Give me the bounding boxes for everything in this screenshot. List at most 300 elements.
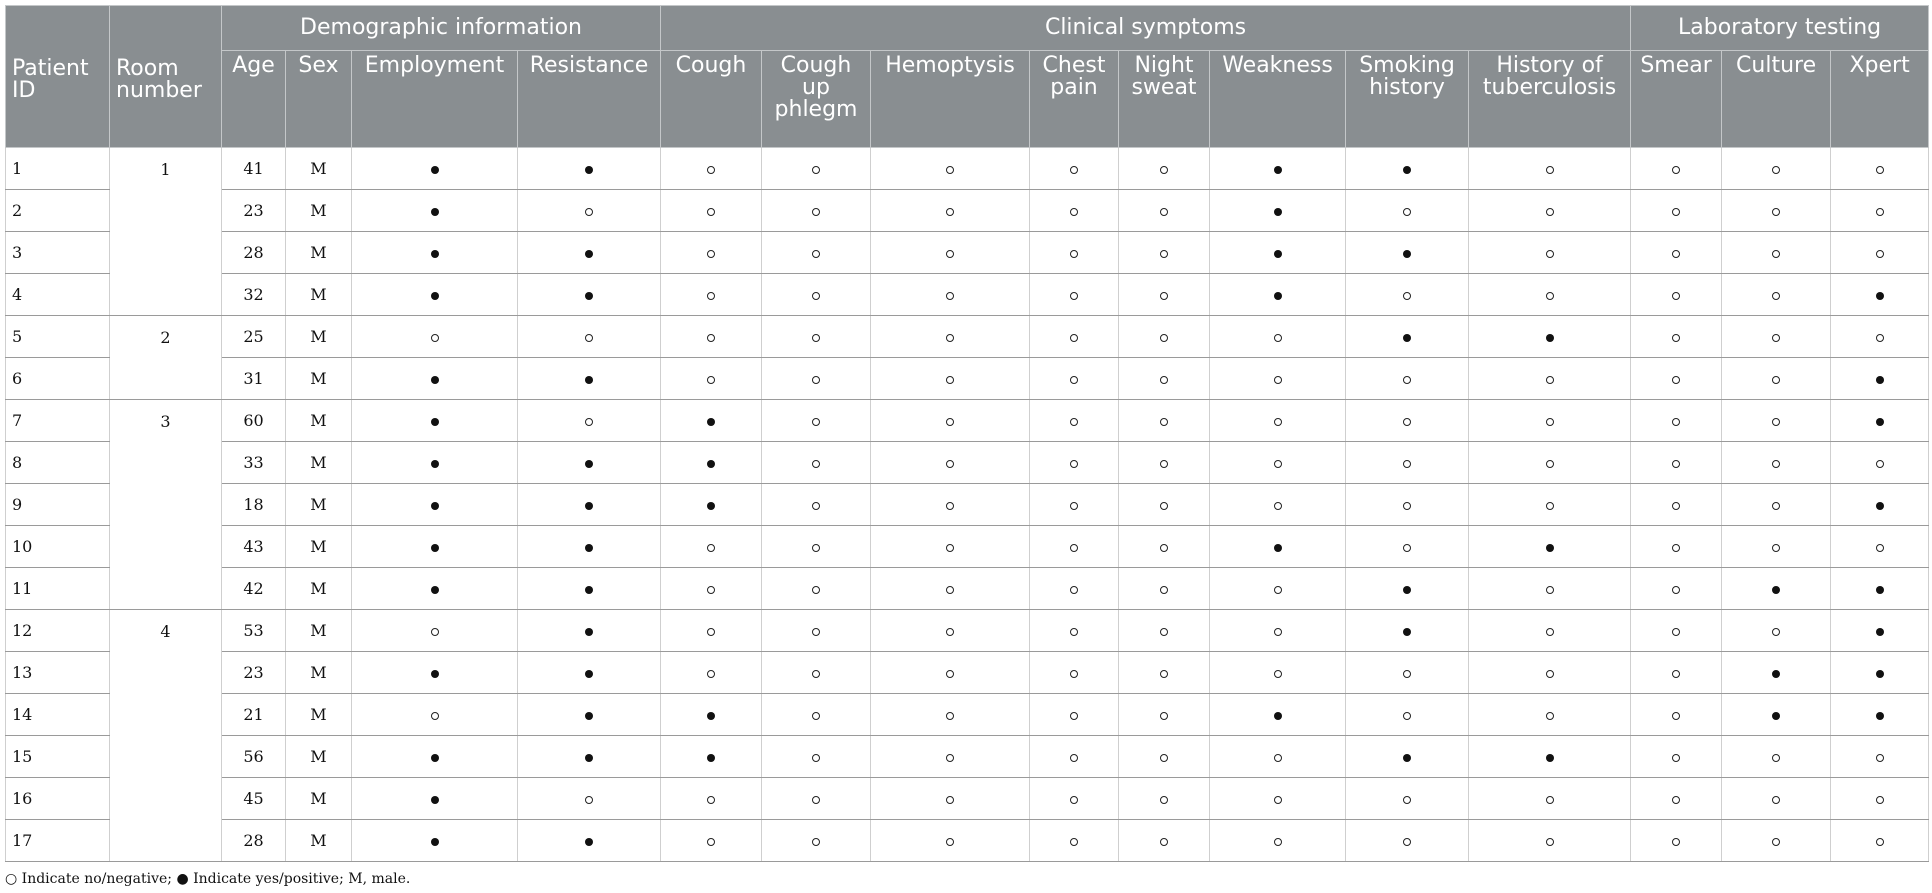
hollow-dot-icon bbox=[1274, 628, 1282, 636]
header-night-sweat: Night sweat bbox=[1119, 51, 1210, 148]
smoking-history-cell bbox=[1346, 316, 1469, 358]
cough-up-phlegm-cell bbox=[762, 274, 871, 316]
filled-dot-icon bbox=[707, 754, 715, 762]
filled-dot-icon bbox=[1876, 628, 1884, 636]
cough-cell bbox=[661, 652, 762, 694]
hollow-dot-icon bbox=[1672, 208, 1680, 216]
hollow-dot-icon bbox=[707, 838, 715, 846]
hollow-dot-icon bbox=[1274, 376, 1282, 384]
hollow-dot-icon bbox=[812, 418, 820, 426]
filled-dot-icon bbox=[431, 502, 439, 510]
age-cell: 23 bbox=[222, 652, 286, 694]
table-row bbox=[6, 400, 1929, 442]
hollow-dot-icon bbox=[1160, 544, 1168, 552]
hollow-dot-icon bbox=[1070, 670, 1078, 678]
filled-dot-icon bbox=[1772, 586, 1780, 594]
hollow-dot-icon bbox=[1403, 796, 1411, 804]
night-sweat-cell bbox=[1119, 442, 1210, 484]
history-of-tuberculosis-cell bbox=[1469, 652, 1631, 694]
sex-cell: M bbox=[286, 736, 352, 778]
cough-up-phlegm-cell bbox=[762, 736, 871, 778]
weakness-cell bbox=[1210, 148, 1346, 190]
header-employment: Employment bbox=[352, 51, 518, 148]
hollow-dot-icon bbox=[946, 502, 954, 510]
patient-id-cell: 13 bbox=[6, 652, 110, 694]
hollow-dot-icon bbox=[1772, 754, 1780, 762]
smoking-history-cell bbox=[1346, 484, 1469, 526]
employment-cell bbox=[352, 232, 518, 274]
hollow-dot-icon bbox=[1772, 166, 1780, 174]
hollow-dot-icon bbox=[812, 586, 820, 594]
smear-cell bbox=[1631, 736, 1722, 778]
hollow-dot-icon bbox=[946, 460, 954, 468]
culture-cell bbox=[1722, 694, 1831, 736]
patient-id-cell: 12 bbox=[6, 610, 110, 652]
resistance-cell bbox=[518, 274, 661, 316]
hollow-dot-icon bbox=[1672, 166, 1680, 174]
hollow-dot-icon bbox=[812, 292, 820, 300]
table-row bbox=[6, 442, 1929, 484]
hollow-dot-icon bbox=[1546, 586, 1554, 594]
filled-dot-icon bbox=[431, 376, 439, 384]
smear-cell bbox=[1631, 316, 1722, 358]
hollow-dot-icon bbox=[1070, 544, 1078, 552]
weakness-cell bbox=[1210, 232, 1346, 274]
hollow-dot-icon bbox=[585, 334, 593, 342]
hollow-dot-icon bbox=[1546, 460, 1554, 468]
hollow-dot-icon bbox=[946, 334, 954, 342]
xpert-cell bbox=[1831, 232, 1929, 274]
xpert-cell bbox=[1831, 358, 1929, 400]
hollow-dot-icon bbox=[1772, 628, 1780, 636]
employment-cell bbox=[352, 190, 518, 232]
weakness-cell bbox=[1210, 484, 1346, 526]
room-number-cell: 4 bbox=[110, 610, 222, 862]
resistance-cell bbox=[518, 484, 661, 526]
filled-dot-icon bbox=[431, 208, 439, 216]
smear-cell bbox=[1631, 652, 1722, 694]
smoking-history-cell bbox=[1346, 442, 1469, 484]
patient-table-container bbox=[5, 5, 1928, 862]
hollow-dot-icon bbox=[1160, 250, 1168, 258]
hollow-dot-icon bbox=[1274, 754, 1282, 762]
hollow-dot-icon bbox=[1403, 502, 1411, 510]
night-sweat-cell bbox=[1119, 358, 1210, 400]
hollow-dot-icon bbox=[1160, 586, 1168, 594]
weakness-cell bbox=[1210, 694, 1346, 736]
age-cell: 32 bbox=[222, 274, 286, 316]
chest-pain-cell bbox=[1030, 694, 1119, 736]
night-sweat-cell bbox=[1119, 526, 1210, 568]
resistance-cell bbox=[518, 820, 661, 862]
age-cell: 23 bbox=[222, 190, 286, 232]
culture-cell bbox=[1722, 736, 1831, 778]
table-row bbox=[6, 778, 1929, 820]
cough-up-phlegm-cell bbox=[762, 820, 871, 862]
weakness-cell bbox=[1210, 820, 1346, 862]
smoking-history-cell bbox=[1346, 526, 1469, 568]
night-sweat-cell bbox=[1119, 610, 1210, 652]
employment-cell bbox=[352, 526, 518, 568]
filled-dot-icon bbox=[1403, 754, 1411, 762]
patient-id-cell: 11 bbox=[6, 568, 110, 610]
xpert-cell bbox=[1831, 442, 1929, 484]
table-row bbox=[6, 148, 1929, 190]
resistance-cell bbox=[518, 232, 661, 274]
patient-id-cell: 16 bbox=[6, 778, 110, 820]
chest-pain-cell bbox=[1030, 232, 1119, 274]
resistance-cell bbox=[518, 148, 661, 190]
smoking-history-cell bbox=[1346, 400, 1469, 442]
filled-dot-icon bbox=[431, 670, 439, 678]
weakness-cell bbox=[1210, 190, 1346, 232]
hollow-dot-icon bbox=[1672, 460, 1680, 468]
weakness-cell bbox=[1210, 568, 1346, 610]
history-of-tuberculosis-cell bbox=[1469, 442, 1631, 484]
culture-cell bbox=[1722, 148, 1831, 190]
header-smoking-history: Smoking history bbox=[1346, 51, 1469, 148]
cough-cell bbox=[661, 820, 762, 862]
employment-cell bbox=[352, 820, 518, 862]
hollow-dot-icon bbox=[1876, 460, 1884, 468]
hollow-dot-icon bbox=[1070, 712, 1078, 720]
weakness-cell bbox=[1210, 358, 1346, 400]
header-history-of-tuberculosis: History of tuberculosis bbox=[1469, 51, 1631, 148]
hollow-dot-icon bbox=[812, 502, 820, 510]
culture-cell bbox=[1722, 526, 1831, 568]
weakness-cell bbox=[1210, 736, 1346, 778]
hollow-dot-icon bbox=[1070, 796, 1078, 804]
smoking-history-cell bbox=[1346, 190, 1469, 232]
table-body bbox=[6, 148, 1929, 862]
hollow-dot-icon bbox=[707, 376, 715, 384]
chest-pain-cell bbox=[1030, 400, 1119, 442]
resistance-cell bbox=[518, 442, 661, 484]
room-number-cell: 1 bbox=[110, 148, 222, 316]
chest-pain-cell bbox=[1030, 736, 1119, 778]
table-row bbox=[6, 358, 1929, 400]
hollow-dot-icon bbox=[707, 670, 715, 678]
smoking-history-cell bbox=[1346, 232, 1469, 274]
header-cough: Cough bbox=[661, 51, 762, 148]
culture-cell bbox=[1722, 778, 1831, 820]
employment-cell bbox=[352, 442, 518, 484]
sex-cell: M bbox=[286, 232, 352, 274]
night-sweat-cell bbox=[1119, 694, 1210, 736]
header-xpert: Xpert bbox=[1831, 51, 1929, 148]
hollow-dot-icon bbox=[1772, 838, 1780, 846]
filled-dot-icon bbox=[585, 838, 593, 846]
age-cell: 33 bbox=[222, 442, 286, 484]
cough-up-phlegm-cell bbox=[762, 568, 871, 610]
filled-dot-icon bbox=[1546, 334, 1554, 342]
weakness-cell bbox=[1210, 442, 1346, 484]
age-cell: 28 bbox=[222, 820, 286, 862]
night-sweat-cell bbox=[1119, 400, 1210, 442]
chest-pain-cell bbox=[1030, 526, 1119, 568]
filled-dot-icon bbox=[1274, 250, 1282, 258]
sex-cell: M bbox=[286, 820, 352, 862]
sex-cell: M bbox=[286, 274, 352, 316]
hollow-dot-icon bbox=[1772, 796, 1780, 804]
weakness-cell bbox=[1210, 778, 1346, 820]
hollow-dot-icon bbox=[1403, 292, 1411, 300]
hollow-dot-icon bbox=[946, 628, 954, 636]
hollow-dot-icon bbox=[1070, 586, 1078, 594]
room-number-cell: 3 bbox=[110, 400, 222, 610]
cough-cell bbox=[661, 442, 762, 484]
culture-cell bbox=[1722, 652, 1831, 694]
hollow-dot-icon bbox=[1403, 460, 1411, 468]
header-chest-pain: Chest pain bbox=[1030, 51, 1119, 148]
filled-dot-icon bbox=[1274, 292, 1282, 300]
table-row bbox=[6, 190, 1929, 232]
xpert-cell bbox=[1831, 190, 1929, 232]
filled-dot-icon bbox=[585, 376, 593, 384]
hemoptysis-cell bbox=[871, 526, 1030, 568]
table-row bbox=[6, 526, 1929, 568]
hollow-dot-icon bbox=[707, 166, 715, 174]
history-of-tuberculosis-cell bbox=[1469, 568, 1631, 610]
patient-id-cell: 1 bbox=[6, 148, 110, 190]
hollow-dot-icon bbox=[1160, 712, 1168, 720]
hollow-dot-icon bbox=[1672, 376, 1680, 384]
hollow-dot-icon bbox=[1876, 250, 1884, 258]
patient-id-cell: 4 bbox=[6, 274, 110, 316]
hollow-dot-icon bbox=[1876, 334, 1884, 342]
culture-cell bbox=[1722, 442, 1831, 484]
night-sweat-cell bbox=[1119, 736, 1210, 778]
hollow-dot-icon bbox=[1403, 418, 1411, 426]
filled-dot-icon bbox=[1546, 544, 1554, 552]
culture-cell bbox=[1722, 274, 1831, 316]
hollow-dot-icon bbox=[1546, 418, 1554, 426]
chest-pain-cell bbox=[1030, 442, 1119, 484]
hemoptysis-cell bbox=[871, 232, 1030, 274]
cough-up-phlegm-cell bbox=[762, 484, 871, 526]
hollow-dot-icon bbox=[1876, 544, 1884, 552]
filled-dot-icon bbox=[1403, 628, 1411, 636]
hollow-dot-icon bbox=[946, 292, 954, 300]
culture-cell bbox=[1722, 568, 1831, 610]
hemoptysis-cell bbox=[871, 148, 1030, 190]
smear-cell bbox=[1631, 190, 1722, 232]
hollow-dot-icon bbox=[1160, 838, 1168, 846]
employment-cell bbox=[352, 610, 518, 652]
filled-dot-icon bbox=[1876, 292, 1884, 300]
cough-cell bbox=[661, 736, 762, 778]
history-of-tuberculosis-cell bbox=[1469, 778, 1631, 820]
sex-cell: M bbox=[286, 652, 352, 694]
hollow-dot-icon bbox=[1546, 166, 1554, 174]
chest-pain-cell bbox=[1030, 484, 1119, 526]
hollow-dot-icon bbox=[1672, 544, 1680, 552]
filled-dot-icon bbox=[431, 838, 439, 846]
hollow-dot-icon bbox=[946, 838, 954, 846]
patient-id-cell: 8 bbox=[6, 442, 110, 484]
history-of-tuberculosis-cell bbox=[1469, 736, 1631, 778]
employment-cell bbox=[352, 694, 518, 736]
resistance-cell bbox=[518, 778, 661, 820]
xpert-cell bbox=[1831, 610, 1929, 652]
filled-dot-icon bbox=[1876, 712, 1884, 720]
hemoptysis-cell bbox=[871, 736, 1030, 778]
history-of-tuberculosis-cell bbox=[1469, 694, 1631, 736]
hollow-dot-icon bbox=[1546, 376, 1554, 384]
header-cough-up-phlegm: Cough up phlegm bbox=[762, 51, 871, 148]
patient-id-cell: 17 bbox=[6, 820, 110, 862]
sex-cell: M bbox=[286, 148, 352, 190]
hollow-dot-icon bbox=[1160, 334, 1168, 342]
hollow-dot-icon bbox=[1672, 754, 1680, 762]
filled-dot-icon bbox=[1876, 586, 1884, 594]
history-of-tuberculosis-cell bbox=[1469, 232, 1631, 274]
hollow-dot-icon bbox=[1546, 712, 1554, 720]
cough-up-phlegm-cell bbox=[762, 778, 871, 820]
hollow-dot-icon bbox=[1546, 292, 1554, 300]
hollow-dot-icon bbox=[1672, 670, 1680, 678]
smoking-history-cell bbox=[1346, 778, 1469, 820]
smear-cell bbox=[1631, 442, 1722, 484]
xpert-cell bbox=[1831, 148, 1929, 190]
weakness-cell bbox=[1210, 610, 1346, 652]
hollow-dot-icon bbox=[946, 376, 954, 384]
age-cell: 21 bbox=[222, 694, 286, 736]
smoking-history-cell bbox=[1346, 820, 1469, 862]
cough-up-phlegm-cell bbox=[762, 694, 871, 736]
hollow-dot-icon bbox=[707, 208, 715, 216]
age-cell: 41 bbox=[222, 148, 286, 190]
hollow-dot-icon bbox=[812, 712, 820, 720]
patient-id-cell: 2 bbox=[6, 190, 110, 232]
hemoptysis-cell bbox=[871, 820, 1030, 862]
cough-cell bbox=[661, 484, 762, 526]
employment-cell bbox=[352, 778, 518, 820]
night-sweat-cell bbox=[1119, 778, 1210, 820]
table-footnote: ○ Indicate no/negative; ● Indicate yes/positive; M, male. bbox=[5, 871, 411, 887]
hollow-dot-icon bbox=[1070, 208, 1078, 216]
history-of-tuberculosis-cell bbox=[1469, 358, 1631, 400]
age-cell: 45 bbox=[222, 778, 286, 820]
patient-id-cell: 5 bbox=[6, 316, 110, 358]
xpert-cell bbox=[1831, 484, 1929, 526]
filled-dot-icon bbox=[431, 754, 439, 762]
hollow-dot-icon bbox=[1672, 838, 1680, 846]
hollow-dot-icon bbox=[1672, 250, 1680, 258]
table-row bbox=[6, 316, 1929, 358]
hollow-dot-icon bbox=[946, 250, 954, 258]
hollow-dot-icon bbox=[1403, 670, 1411, 678]
chest-pain-cell bbox=[1030, 190, 1119, 232]
smoking-history-cell bbox=[1346, 736, 1469, 778]
filled-dot-icon bbox=[585, 754, 593, 762]
culture-cell bbox=[1722, 820, 1831, 862]
hollow-dot-icon bbox=[1070, 166, 1078, 174]
night-sweat-cell bbox=[1119, 232, 1210, 274]
history-of-tuberculosis-cell bbox=[1469, 274, 1631, 316]
hollow-dot-icon bbox=[1274, 586, 1282, 594]
hemoptysis-cell bbox=[871, 652, 1030, 694]
cough-cell bbox=[661, 274, 762, 316]
hollow-dot-icon bbox=[1672, 292, 1680, 300]
hollow-dot-icon bbox=[1546, 670, 1554, 678]
resistance-cell bbox=[518, 358, 661, 400]
hollow-dot-icon bbox=[1160, 754, 1168, 762]
xpert-cell bbox=[1831, 274, 1929, 316]
filled-dot-icon bbox=[1403, 250, 1411, 258]
resistance-cell bbox=[518, 316, 661, 358]
hemoptysis-cell bbox=[871, 442, 1030, 484]
xpert-cell bbox=[1831, 736, 1929, 778]
sex-cell: M bbox=[286, 568, 352, 610]
filled-dot-icon bbox=[707, 712, 715, 720]
culture-cell bbox=[1722, 400, 1831, 442]
sex-cell: M bbox=[286, 400, 352, 442]
chest-pain-cell bbox=[1030, 316, 1119, 358]
filled-dot-icon bbox=[431, 292, 439, 300]
hollow-dot-icon bbox=[1274, 670, 1282, 678]
hollow-dot-icon bbox=[812, 670, 820, 678]
weakness-cell bbox=[1210, 652, 1346, 694]
header-smear: Smear bbox=[1631, 51, 1722, 148]
hollow-dot-icon bbox=[1274, 838, 1282, 846]
filled-dot-icon bbox=[431, 418, 439, 426]
hemoptysis-cell bbox=[871, 778, 1030, 820]
filled-dot-icon bbox=[585, 628, 593, 636]
room-number-cell: 2 bbox=[110, 316, 222, 400]
xpert-cell bbox=[1831, 526, 1929, 568]
cough-up-phlegm-cell bbox=[762, 652, 871, 694]
hollow-dot-icon bbox=[1772, 376, 1780, 384]
hollow-dot-icon bbox=[707, 292, 715, 300]
hollow-dot-icon bbox=[1772, 208, 1780, 216]
hollow-dot-icon bbox=[1274, 418, 1282, 426]
table-row bbox=[6, 610, 1929, 652]
header-group-laboratory: Laboratory testing bbox=[1631, 6, 1929, 51]
header-group-clinical: Clinical symptoms bbox=[661, 6, 1631, 51]
hollow-dot-icon bbox=[1070, 418, 1078, 426]
hollow-dot-icon bbox=[431, 628, 439, 636]
hollow-dot-icon bbox=[1672, 796, 1680, 804]
resistance-cell bbox=[518, 736, 661, 778]
hollow-dot-icon bbox=[812, 796, 820, 804]
hollow-dot-icon bbox=[812, 544, 820, 552]
sex-cell: M bbox=[286, 190, 352, 232]
hollow-dot-icon bbox=[946, 754, 954, 762]
hemoptysis-cell bbox=[871, 610, 1030, 652]
filled-dot-icon bbox=[1876, 418, 1884, 426]
employment-cell bbox=[352, 148, 518, 190]
employment-cell bbox=[352, 400, 518, 442]
hollow-dot-icon bbox=[1070, 250, 1078, 258]
employment-cell bbox=[352, 736, 518, 778]
filled-dot-icon bbox=[1772, 712, 1780, 720]
sex-cell: M bbox=[286, 358, 352, 400]
resistance-cell bbox=[518, 652, 661, 694]
history-of-tuberculosis-cell bbox=[1469, 484, 1631, 526]
culture-cell bbox=[1722, 232, 1831, 274]
hollow-dot-icon bbox=[1876, 838, 1884, 846]
header-age: Age bbox=[222, 51, 286, 148]
hollow-dot-icon bbox=[812, 250, 820, 258]
age-cell: 28 bbox=[222, 232, 286, 274]
filled-dot-icon bbox=[585, 166, 593, 174]
table-row bbox=[6, 232, 1929, 274]
hollow-dot-icon bbox=[812, 208, 820, 216]
smoking-history-cell bbox=[1346, 610, 1469, 652]
hollow-dot-icon bbox=[946, 796, 954, 804]
hollow-dot-icon bbox=[707, 796, 715, 804]
